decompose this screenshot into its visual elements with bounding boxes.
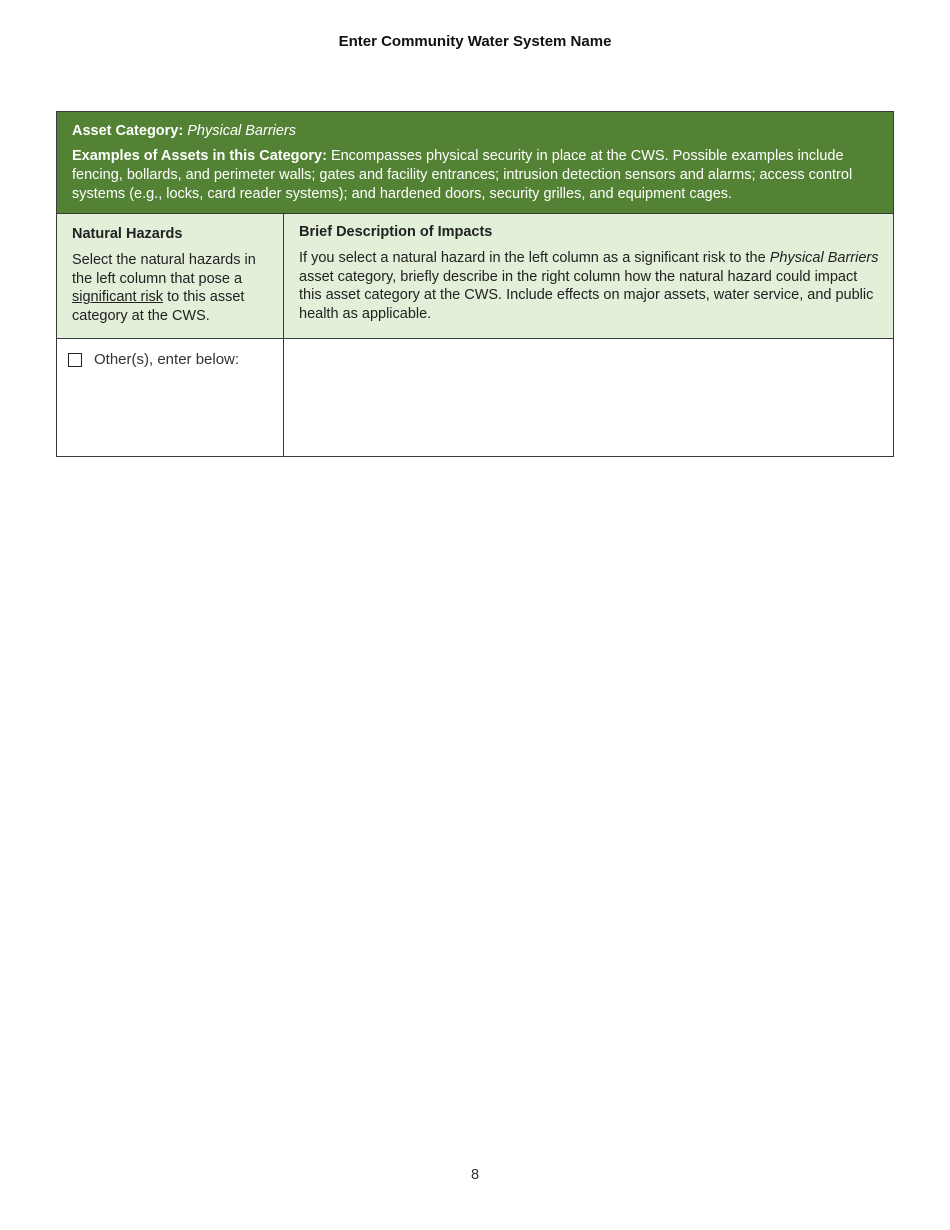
asset-category-line	[72, 122, 878, 141]
other-hazard-option[interactable]	[67, 351, 273, 368]
impacts-text-start: If you select a natural hazard in the left column as a significant risk to the	[299, 250, 770, 266]
impacts-category-italic: Physical Barriers	[769, 250, 879, 266]
natural-hazards-instructions	[72, 251, 269, 325]
impacts-text-end: asset category, briefly describe in the right column how the natural hazard could impact this asset category at the CWS. Include effects on major assets, water service, and public health as applicable.	[299, 268, 874, 322]
asset-examples-line	[72, 147, 878, 204]
asset-examples-label: Examples of Assets in this Category:	[72, 148, 327, 164]
asset-category-header	[57, 112, 893, 214]
column-guide-row	[57, 214, 893, 339]
natural-hazards-text-end: to this asset category at the CWS.	[72, 289, 245, 324]
hazard-entry-row	[57, 339, 893, 456]
natural-hazards-heading: Natural Hazards	[72, 226, 183, 242]
other-hazard-label: Other(s), enter below:	[94, 351, 240, 368]
document-title: Enter Community Water System Name	[338, 33, 612, 50]
page-number: 8	[470, 1167, 480, 1183]
significant-risk-underlined: significant risk	[72, 289, 164, 305]
asset-category-table	[56, 111, 894, 457]
natural-hazards-guide-cell	[57, 214, 284, 338]
impact-description-field[interactable]	[284, 339, 893, 456]
asset-category-label: Asset Category:	[72, 123, 184, 139]
impacts-instructions	[299, 249, 879, 323]
hazard-select-cell	[57, 339, 284, 456]
impacts-guide-cell	[284, 214, 893, 338]
asset-category-value: Physical Barriers	[187, 123, 297, 139]
impacts-heading: Brief Description of Impacts	[299, 224, 493, 240]
asset-examples-text: Encompasses physical security in place at the CWS. Possible examples include fencing, bollards, and perimeter walls; gates and facility entrances; intrusion detection sensors and alarms; access control systems (e.g., locks, card reader systems); and hardened doors, security grilles, and equipment cages.	[72, 148, 853, 202]
natural-hazards-text-start: Select the natural hazards in the left column that pose a	[72, 252, 256, 287]
other-hazard-checkbox[interactable]	[68, 353, 82, 367]
